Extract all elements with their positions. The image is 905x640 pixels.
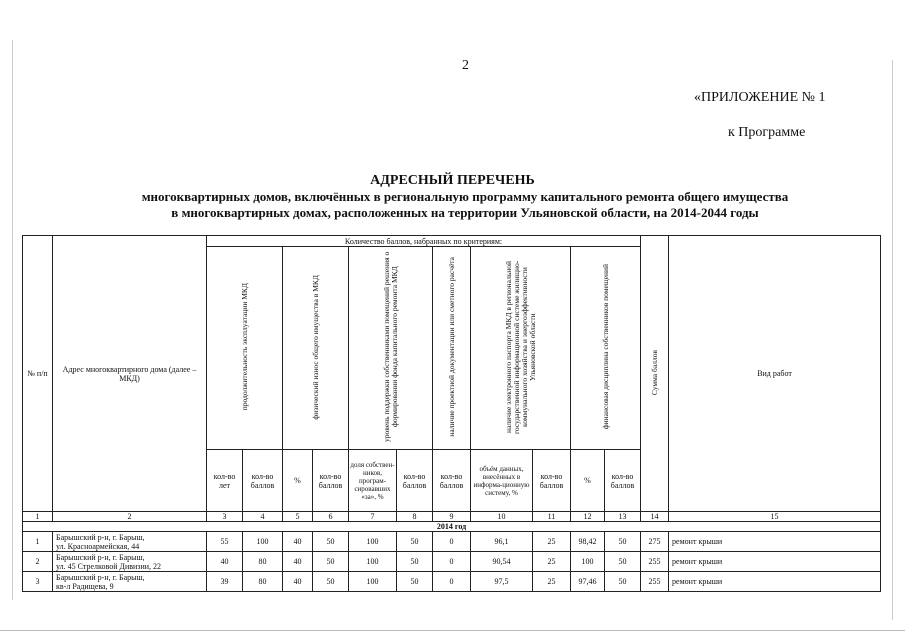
sub-c3a: доля собствен-ников, програм-сировавших «за», % bbox=[349, 450, 397, 512]
column-number: 7 bbox=[349, 512, 397, 522]
row-value: 100 bbox=[571, 552, 605, 572]
criterion-6 bbox=[571, 247, 641, 450]
address-line-2: кв-л Радищева, 9 bbox=[56, 581, 114, 591]
header-work: Вид работ bbox=[669, 236, 881, 512]
row-value: 98,42 bbox=[571, 532, 605, 552]
sub-c4: кол-во баллов bbox=[433, 450, 471, 512]
row-value: 25 bbox=[533, 532, 571, 552]
page-number: 2 bbox=[462, 58, 469, 73]
data-rows bbox=[23, 532, 881, 592]
row-number: 1 bbox=[23, 532, 53, 552]
sub-c6b: кол-во баллов bbox=[605, 450, 641, 512]
column-number: 3 bbox=[207, 512, 243, 522]
row-value: 50 bbox=[313, 552, 349, 572]
column-number: 4 bbox=[243, 512, 283, 522]
header-num: № п/п bbox=[23, 236, 53, 512]
row-value: 100 bbox=[349, 572, 397, 592]
table-row bbox=[23, 532, 881, 552]
row-address bbox=[53, 532, 207, 552]
row-value: 97,46 bbox=[571, 572, 605, 592]
row-value: 40 bbox=[283, 572, 313, 592]
row-work: ремонт крыши bbox=[669, 552, 881, 572]
sub-c2a: % bbox=[283, 450, 313, 512]
column-number: 14 bbox=[641, 512, 669, 522]
address-line-2: ул. 45 Стрелковой Дивизии, 22 bbox=[56, 561, 162, 571]
year-label: 2014 год bbox=[23, 522, 881, 532]
sub-c1a: кол-во лет bbox=[207, 450, 243, 512]
row-value: 50 bbox=[313, 532, 349, 552]
row-value: 50 bbox=[313, 572, 349, 592]
row-value: 40 bbox=[207, 552, 243, 572]
criterion-3-text: уровень поддержки собственниками помещений решения о формировании фонда капитального ремонта МКД bbox=[381, 251, 399, 443]
row-value: 25 bbox=[533, 572, 571, 592]
row-address bbox=[53, 552, 207, 572]
row-value: 97,5 bbox=[471, 572, 533, 592]
criterion-6-text: финансовая дисциплина собственников помещений bbox=[600, 264, 610, 430]
criterion-5-text: наличие электронного паспорта МКД в региональной государственной информационной системе жилищно-коммунального хозяйства и энергоэффективности Ульяновской области bbox=[503, 260, 537, 434]
sub-c5a: объём данных, внесённых в информа-ционную систему, % bbox=[471, 450, 533, 512]
row-value: 39 bbox=[207, 572, 243, 592]
sub-c5b: кол-во баллов bbox=[533, 450, 571, 512]
address-line-1: Барышский р-н, г. Барыш, bbox=[56, 552, 145, 562]
header-criteria-group: Количество баллов, набранных по критериям: bbox=[207, 236, 641, 247]
sub-c3b: кол-во баллов bbox=[397, 450, 433, 512]
row-value: 80 bbox=[243, 552, 283, 572]
row-value: 80 bbox=[243, 572, 283, 592]
criterion-5 bbox=[471, 247, 571, 450]
row-number: 3 bbox=[23, 572, 53, 592]
column-number: 10 bbox=[471, 512, 533, 522]
column-number: 6 bbox=[313, 512, 349, 522]
document-title: АДРЕСНЫЙ ПЕРЕЧЕНЬ bbox=[370, 173, 535, 188]
criterion-2 bbox=[283, 247, 349, 450]
row-value: 55 bbox=[207, 532, 243, 552]
row-value: 40 bbox=[283, 552, 313, 572]
row-value: 0 bbox=[433, 532, 471, 552]
row-value: 50 bbox=[397, 552, 433, 572]
row-work: ремонт крыши bbox=[669, 572, 881, 592]
column-number: 15 bbox=[669, 512, 881, 522]
header-address: Адрес многоквартирного дома (далее – МКД) bbox=[53, 236, 207, 512]
row-value: 90,54 bbox=[471, 552, 533, 572]
row-work: ремонт крыши bbox=[669, 532, 881, 552]
table-row bbox=[23, 552, 881, 572]
criterion-4 bbox=[433, 247, 471, 450]
scan-mark bbox=[892, 60, 893, 620]
header-total-text: Сумма баллов bbox=[649, 349, 659, 396]
row-value: 40 bbox=[283, 532, 313, 552]
document-subtitle bbox=[40, 189, 890, 221]
row-number: 2 bbox=[23, 552, 53, 572]
column-number: 8 bbox=[397, 512, 433, 522]
criterion-3 bbox=[349, 247, 433, 450]
row-address bbox=[53, 572, 207, 592]
criterion-1 bbox=[207, 247, 283, 450]
row-value: 255 bbox=[641, 552, 669, 572]
column-number: 12 bbox=[571, 512, 605, 522]
table-row bbox=[23, 572, 881, 592]
row-value: 50 bbox=[397, 532, 433, 552]
address-line-1: Барышский р-н, г. Барыш, bbox=[56, 532, 145, 542]
address-line-2: ул. Красноармейская, 44 bbox=[56, 541, 140, 551]
row-value: 100 bbox=[349, 552, 397, 572]
criterion-1-text: продолжительность эксплуатации МКД bbox=[239, 283, 249, 411]
row-value: 275 bbox=[641, 532, 669, 552]
row-value: 100 bbox=[243, 532, 283, 552]
address-line-1: Барышский р-н, г. Барыш, bbox=[56, 572, 145, 582]
row-value: 96,1 bbox=[471, 532, 533, 552]
column-number: 5 bbox=[283, 512, 313, 522]
subtitle-line-1: многоквартирных домов, включённых в региональную программу капитального ремонта общего имущества bbox=[141, 189, 789, 204]
sub-c1b: кол-во баллов bbox=[243, 450, 283, 512]
column-number: 11 bbox=[533, 512, 571, 522]
column-number-row bbox=[23, 512, 881, 522]
criterion-2-text: физический износ общего имущества в МКД bbox=[310, 274, 320, 420]
row-value: 25 bbox=[533, 552, 571, 572]
scan-mark bbox=[0, 630, 905, 631]
row-value: 50 bbox=[605, 552, 641, 572]
column-number: 9 bbox=[433, 512, 471, 522]
row-value: 0 bbox=[433, 552, 471, 572]
subtitle-line-2: в многоквартирных домах, расположенных на территории Ульяновской области, на 2014-2044 годы bbox=[171, 205, 759, 220]
row-value: 100 bbox=[349, 532, 397, 552]
row-value: 50 bbox=[605, 572, 641, 592]
row-value: 50 bbox=[397, 572, 433, 592]
column-number: 2 bbox=[53, 512, 207, 522]
criterion-4-text: наличие проектной документации или сметного расчёта bbox=[446, 257, 456, 437]
address-table bbox=[22, 235, 881, 592]
to-program-label: к Программе bbox=[728, 125, 806, 140]
header-row-group bbox=[23, 236, 881, 247]
column-number: 1 bbox=[23, 512, 53, 522]
row-value: 255 bbox=[641, 572, 669, 592]
sub-c6a: % bbox=[571, 450, 605, 512]
header-total bbox=[641, 236, 669, 512]
sub-c2b: кол-во баллов bbox=[313, 450, 349, 512]
column-number: 13 bbox=[605, 512, 641, 522]
row-value: 50 bbox=[605, 532, 641, 552]
appendix-label: «ПРИЛОЖЕНИЕ № 1 bbox=[694, 90, 826, 105]
year-row bbox=[23, 522, 881, 532]
scan-mark bbox=[12, 40, 13, 600]
row-value: 0 bbox=[433, 572, 471, 592]
